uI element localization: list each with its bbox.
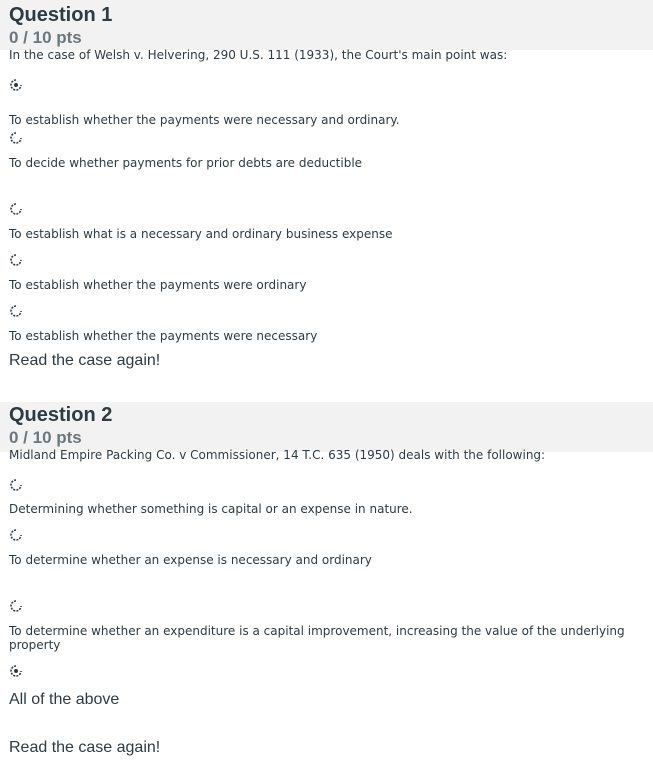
radio-selected-icon[interactable] — [10, 665, 22, 677]
question-1-title: Question 1 — [9, 4, 113, 26]
radio-selected-icon[interactable] — [10, 79, 22, 91]
question-1-answer-1: To establish whether the payments were necessary and ordinary. — [9, 113, 400, 127]
question-2-answer-2: To determine whether an expense is necessary and ordinary — [9, 553, 372, 567]
question-2-answer-3: To determine whether an expenditure is a capital improvement, increasing the value of the underlying property — [9, 624, 625, 652]
question-2-points: 0 / 10 pts — [9, 428, 82, 447]
radio-icon[interactable] — [10, 254, 22, 266]
question-1-answer-3: To establish what is a necessary and ordinary business expense — [9, 227, 393, 241]
question-1-text: In the case of Welsh v. Helvering, 290 U.S. 111 (1933), the Court's main point was: — [9, 48, 508, 62]
question-2-text: Midland Empire Packing Co. v Commissioner, 14 T.C. 635 (1950) deals with the following: — [9, 448, 546, 462]
question-1-answer-2: To decide whether payments for prior debts are deductible — [9, 156, 363, 170]
question-2-answer-4: All of the above — [9, 691, 120, 708]
question-2-answer-1: Determining whether something is capital or an expense in nature. — [9, 502, 413, 516]
radio-icon[interactable] — [10, 203, 22, 215]
question-2-comment: Read the case again! — [9, 739, 161, 756]
radio-icon[interactable] — [10, 529, 22, 541]
question-1-comment: Read the case again! — [9, 352, 161, 369]
question-2-title: Question 2 — [9, 404, 113, 426]
question-1-points: 0 / 10 pts — [9, 28, 82, 47]
radio-icon[interactable] — [10, 600, 22, 612]
question-1-answer-5: To establish whether the payments were necessary — [9, 329, 318, 343]
radio-icon[interactable] — [10, 132, 22, 144]
radio-icon[interactable] — [10, 305, 22, 317]
question-1-answer-4: To establish whether the payments were ordinary — [9, 278, 307, 292]
radio-icon[interactable] — [10, 479, 22, 491]
